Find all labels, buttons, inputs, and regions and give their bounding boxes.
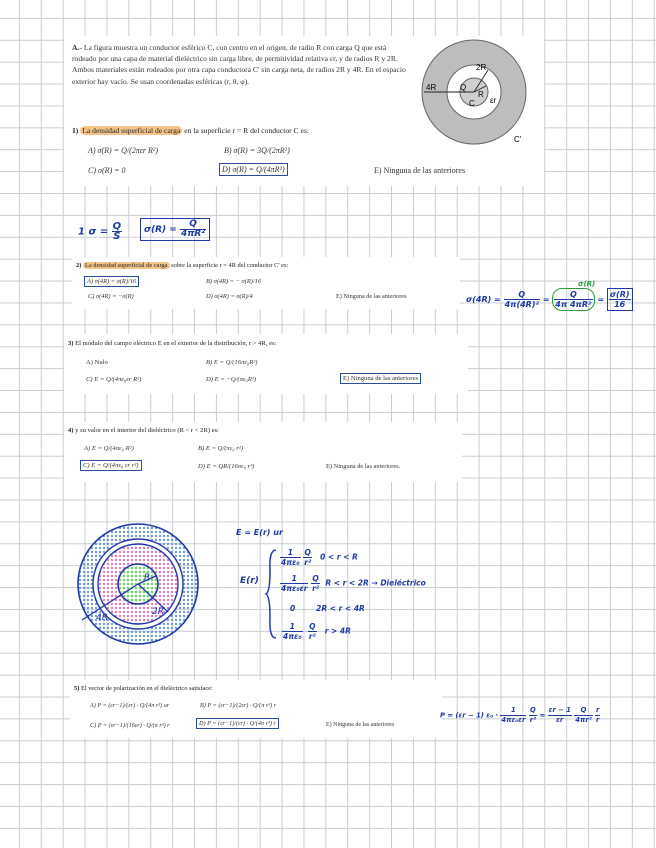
- q5-option-e[interactable]: E) Ninguna de las anteriores: [326, 722, 395, 728]
- q5-number: 5): [74, 685, 80, 692]
- hw3-er-label: E(r): [240, 576, 259, 586]
- hw4-f5d: r: [596, 716, 600, 724]
- hw1-sigma-eq: [78, 222, 122, 241]
- hw4-f2d: r²: [529, 716, 537, 724]
- q1-option-a[interactable]: A) σ(R) = Q/(2πεr R²): [88, 146, 158, 155]
- hw4-polarization: [440, 706, 600, 725]
- q1-option-c[interactable]: C) σ(R) = 0: [88, 166, 126, 175]
- q1-highlight: La densidad superficial de carga: [82, 126, 181, 135]
- hw4-text: P = (εr − 1) ε₀ ·: [440, 711, 498, 720]
- hw3-c4-num: 1: [282, 622, 303, 632]
- q2-option-e[interactable]: E) Ninguna de las anteriores: [336, 293, 407, 300]
- hw3-c2-den: 4πε₀εr: [281, 584, 308, 593]
- hw-concentric-drawing: [70, 522, 210, 662]
- hw3-c4-den: 4πε₀: [283, 632, 302, 641]
- hw3-c3-val: 0: [290, 604, 296, 613]
- q4-option-b[interactable]: B) E = Q/(πε₀ r²): [198, 445, 244, 452]
- hw1-boxed-answer: [140, 218, 210, 241]
- q5-text: El vector de polarización en el dieléctrico satisface:: [80, 685, 213, 692]
- hw2-lhs: σ(4R) =: [466, 295, 501, 304]
- hw2-sigma4r: σ(4R) = $\frac{Q}{\text{4π(4R)²}}$ = $\frac{Q}{\text{4π 4πR²}}$ = $\frac{\sigma(R)}{16}$: [466, 288, 633, 311]
- hw3-c3-cond: 2R < r < 4R: [316, 604, 365, 613]
- q2-question: [76, 262, 288, 269]
- hw3-case2: [280, 574, 426, 593]
- q4-option-a[interactable]: A) E = Q/(4πε₀ R²): [84, 445, 134, 452]
- hw2-num3: σ(R): [609, 290, 630, 299]
- fig-label-er: εr: [490, 96, 497, 105]
- fig-label-cprime: C': [514, 135, 522, 144]
- hw3-c4-r: r²: [308, 632, 316, 641]
- hw4-f2n: Q: [530, 706, 536, 714]
- hw3-c1-num: 1: [280, 548, 301, 558]
- hw4-f1n: 1: [500, 706, 526, 716]
- sphere-figure: [410, 40, 540, 150]
- q4-option-c[interactable]: C) E = Q/(4πε₀ εr r²): [80, 460, 142, 471]
- intro-label: A.-: [72, 43, 82, 52]
- hw4-f3n: εr − 1: [548, 706, 571, 714]
- fig-label-4r: 4R: [426, 83, 437, 92]
- q2-option-c[interactable]: C) σ(4R) = −σ(R): [88, 293, 134, 300]
- q2-highlight: La densidad superficial de carga: [84, 262, 168, 269]
- hw4-f4d: 4πr²: [575, 716, 592, 724]
- q1-option-d[interactable]: D) σ(R) = Q/(4πR²): [219, 163, 288, 176]
- hw3-c2-cond: R < r < 2R → Dieléctrico: [325, 578, 426, 588]
- q3-option-e[interactable]: E) Ninguna de las anteriores: [340, 373, 421, 384]
- hw3-c1-cond: 0 < r < R: [320, 552, 358, 562]
- hw-draw-2r: 2R: [152, 607, 164, 617]
- fig-label-r: R: [478, 90, 484, 99]
- hw2-den3: 16: [614, 300, 626, 309]
- hw-draw-r: R: [144, 573, 151, 583]
- q3-option-a[interactable]: A) Nulo: [86, 359, 108, 366]
- q3-option-c[interactable]: C) E = Q/(4πε₀εr R²): [86, 376, 142, 383]
- hw4-f4n: Q: [574, 706, 592, 716]
- hw2-num2: Q: [554, 290, 592, 300]
- hw4-f1d: 4πε₀εr: [501, 716, 526, 724]
- q4-option-d[interactable]: D) E = QR/(16πε₀ r³): [198, 463, 255, 470]
- hw4-f5n: r: [596, 706, 600, 714]
- q5-option-b[interactable]: B) P = (εr−1)/(2εr) · Q/(π r²) r: [200, 702, 277, 709]
- q5-option-c[interactable]: C) P = (εr−1)/(16εr) · Q/(π r³) r: [90, 722, 170, 729]
- hw3-c4-cond: r > 4R: [324, 626, 351, 636]
- intro-paragraph: [72, 42, 410, 87]
- hw3-brace: [266, 548, 278, 640]
- q2-text: sobre la superficie r = 4R del conductor C' es:: [171, 262, 289, 269]
- fig-label-q: Q: [460, 83, 467, 92]
- hw3-case3: [290, 604, 365, 613]
- hw2-den2: 4π 4πR²: [555, 300, 592, 309]
- q2-option-a[interactable]: A) σ(4R) = σ(R)/16: [84, 276, 139, 287]
- hw1-box-lhs: σ(R) =: [144, 225, 177, 235]
- hw3-case4: [282, 622, 351, 641]
- q5-option-d[interactable]: D) P = (εr−1)/(εr) · Q/(4π r³) r: [196, 718, 279, 729]
- hw3-c2-q: Q: [312, 574, 319, 583]
- q1-text: en la superficie r = R del conductor C es:: [184, 126, 309, 135]
- q4-question: [68, 427, 219, 434]
- hw3-c4-q: Q: [309, 622, 316, 631]
- hw3-c1-r: r²: [304, 558, 312, 567]
- fig-label-c: C: [469, 99, 475, 108]
- hw3-c2-r: r²: [312, 584, 320, 593]
- q1-number: 1): [72, 126, 79, 135]
- hw3-c1-q: Q: [304, 548, 311, 557]
- hw1-box-num: Q: [180, 220, 206, 230]
- hw-draw-4r: 4R: [96, 613, 108, 623]
- hw4-f3d: εr: [556, 716, 564, 724]
- q1-question: [72, 126, 309, 135]
- q1-option-e[interactable]: E) Ninguna de las anteriores: [374, 166, 466, 175]
- q4-number: 4): [68, 427, 74, 434]
- hw2-num1: Q: [504, 290, 540, 300]
- q3-option-b[interactable]: B) E = Q/(16πε₀R²): [206, 359, 258, 366]
- q1-option-b[interactable]: B) σ(R) = 3Q/(2πR²): [224, 146, 290, 155]
- q4-text: y su valor en el interior del dieléctrico (R < r < 2R) es:: [75, 427, 220, 434]
- q2-option-b[interactable]: B) σ(4R) = − σ(R)/16: [206, 278, 262, 285]
- q2-option-d[interactable]: D) σ(4R) = σ(R)/4: [206, 293, 253, 300]
- hw3-c2-num: 1: [280, 574, 308, 584]
- q3-number: 3): [68, 340, 74, 347]
- q4-option-e[interactable]: E) Ninguna de las anteriores.: [326, 463, 401, 470]
- intro-text: La figura muestra un conductor esférico C, con centro en el origen, de radio R con carga Q que está rodeado por una capa de material dieléctrico sin carga libre, de permitividad relativa εr, y de radios R y 2R. Ambos materiales están rodeados por otra capa conductora C' sin carga neta, de radios 2R y 4R. En el espacio exterior hay vacío. Se usan coordenadas esféricas (r, θ, φ).: [72, 43, 406, 86]
- hw2-circle-note: σ(R): [578, 280, 596, 288]
- hw3-c1-den: 4πε₀: [281, 558, 300, 567]
- q5-question: [74, 685, 213, 692]
- q3-question: [68, 340, 276, 347]
- q3-text: El módulo del campo eléctrico E en el exterior de la distribución, r > 4R, es:: [75, 340, 277, 347]
- hw4-eq: =: [539, 711, 546, 720]
- hw3-case1: [280, 548, 358, 567]
- hw1-lhs: 1 σ =: [78, 226, 109, 238]
- q2-number: 2): [76, 262, 82, 269]
- hw2-circled-frac: [552, 288, 594, 311]
- hw1-box-den: 4πR²: [180, 229, 206, 239]
- q3-option-d[interactable]: D) E = −Q/(πε₀R²): [206, 376, 257, 383]
- hw3-field-vector: E = E(r) ur: [236, 528, 283, 537]
- hw1-num: Q: [112, 221, 122, 232]
- q5-option-a[interactable]: A) P = (εr−1)/(εr) · Q/(4π r²) ur: [90, 702, 170, 709]
- hw1-den: S: [113, 231, 121, 242]
- hw2-den1: 4π(4R)²: [504, 300, 539, 309]
- fig-label-2r: 2R: [476, 63, 487, 72]
